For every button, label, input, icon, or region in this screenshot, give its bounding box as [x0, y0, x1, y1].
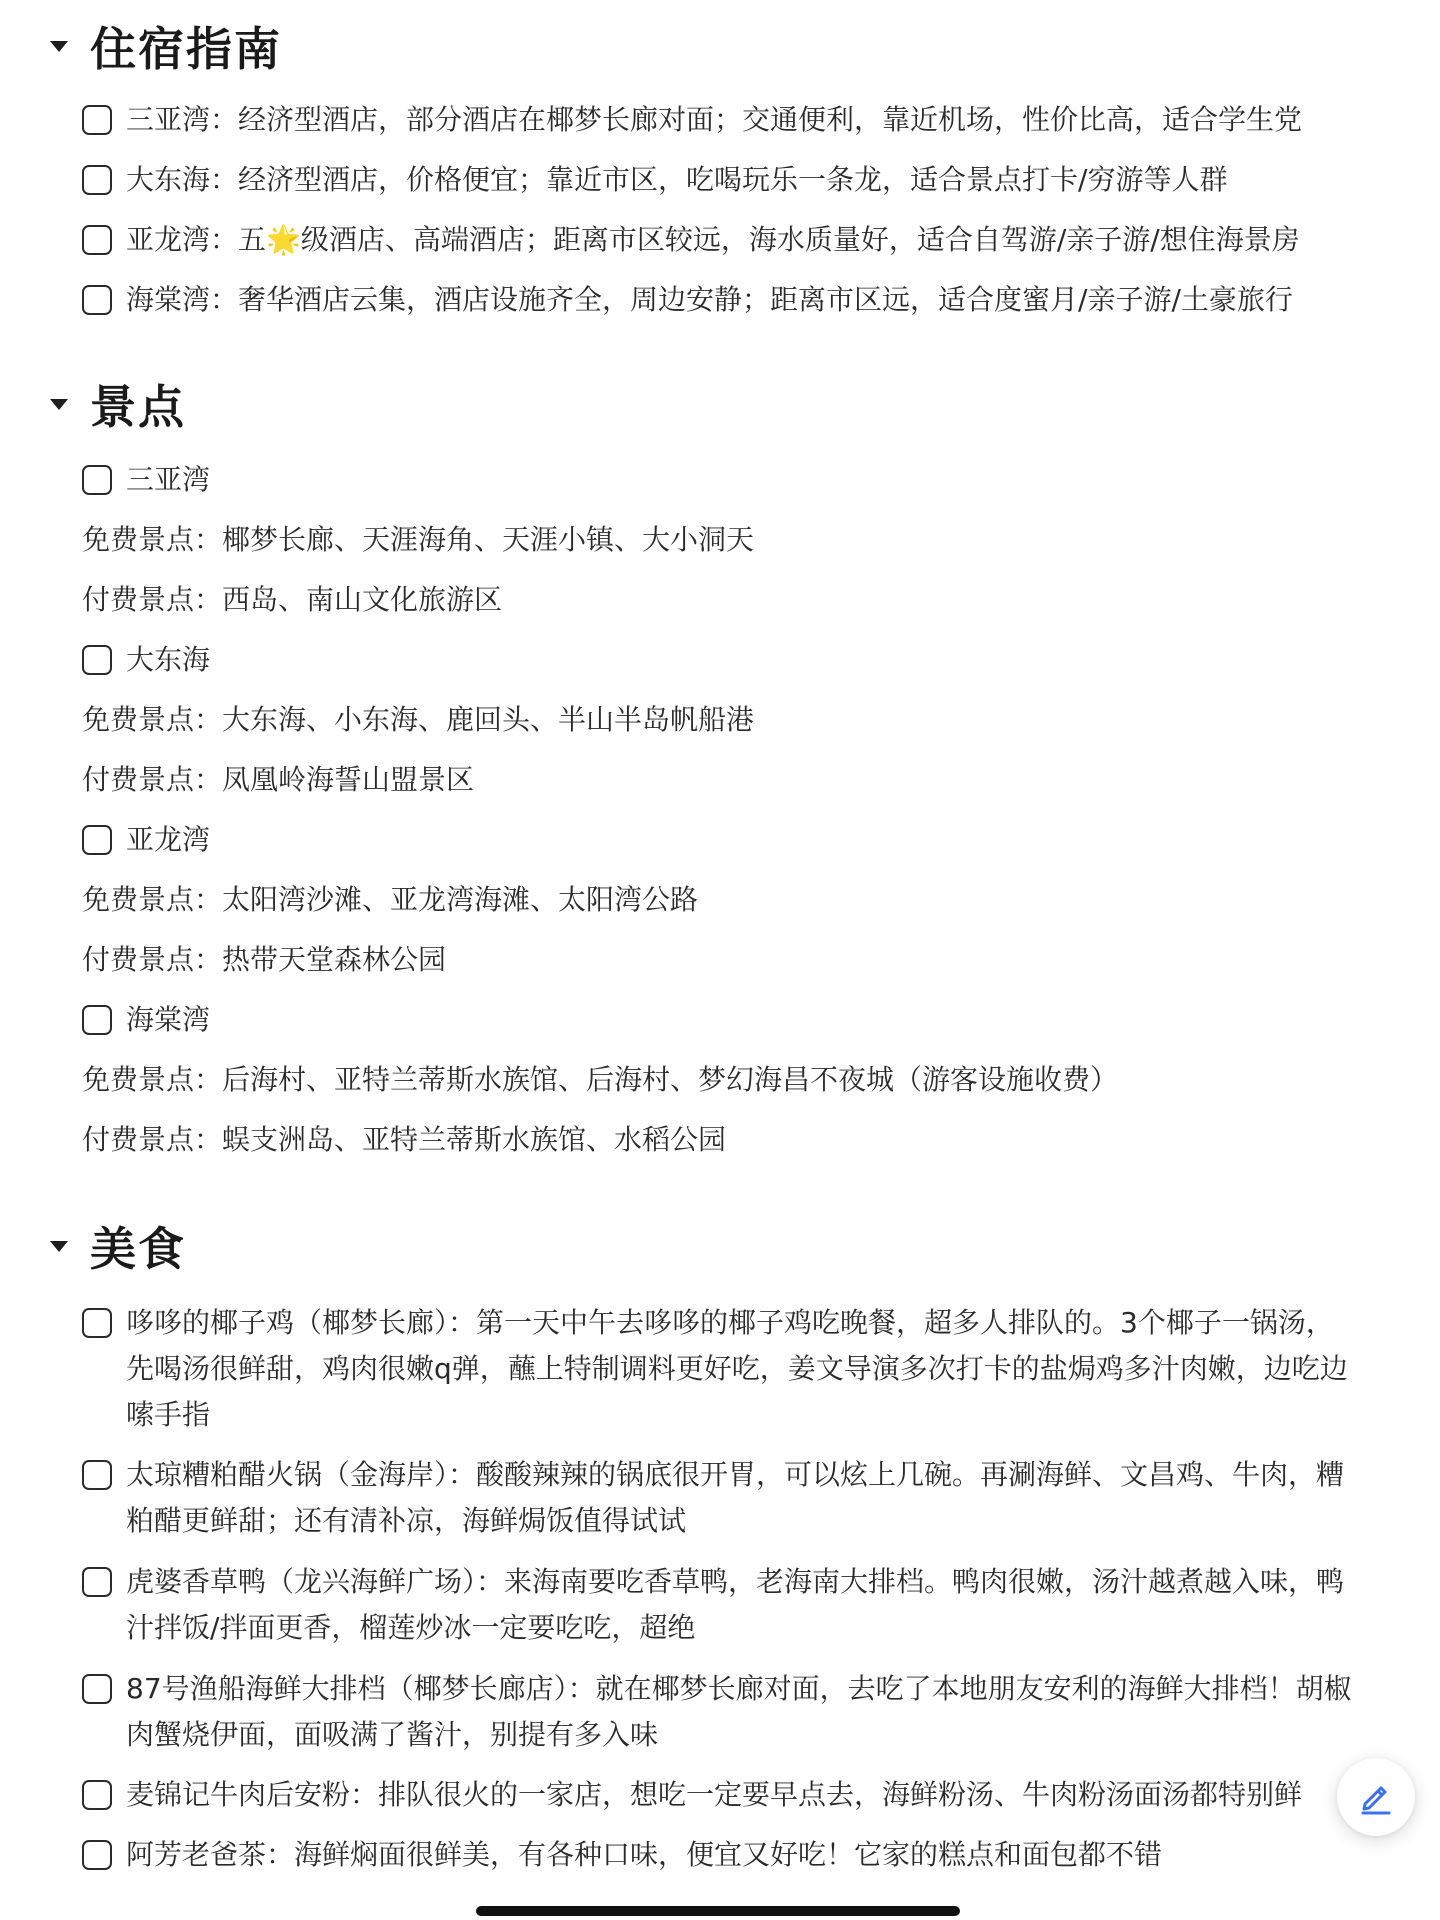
todo-item: [82, 97, 1352, 143]
collapse-toggle-icon[interactable]: [50, 399, 68, 410]
checkbox[interactable]: [82, 1308, 112, 1338]
checkbox[interactable]: [82, 105, 112, 135]
todo-text: 87号渔船海鲜大排档（椰梦长廊店）：就在椰梦长廊对面，去吃了本地朋友安利的海鲜大排档！胡椒肉蟹烧伊面，面吸满了酱汁，别提有多入味: [126, 1672, 1352, 1751]
todo-item: [82, 157, 1352, 203]
collapse-toggle-icon[interactable]: [50, 41, 68, 52]
section-title: 景点: [90, 380, 186, 434]
section-heading-food: [50, 1216, 186, 1276]
todo-text: 哆哆的椰子鸡（椰梦长廊）：第一天中午去哆哆的椰子鸡吃晚餐，超多人排队的。3个椰子一锅汤，先喝汤很鲜甜，鸡肉很嫩q弹，蘸上特制调料更好吃，姜文导演多次打卡的盐焗鸡多汁肉嫩，边吃边嗦手指: [126, 1306, 1348, 1431]
todo-text: 大东海: [126, 643, 211, 676]
checkbox[interactable]: [82, 1460, 112, 1490]
todo-item: [82, 277, 1352, 323]
paid-attractions-text: 付费景点：热带天堂森林公园: [82, 943, 447, 976]
free-attractions-text: 免费景点：椰梦长廊、天涯海角、天涯小镇、大小洞天: [82, 523, 755, 556]
checkbox[interactable]: [82, 1780, 112, 1810]
section-title: 住宿指南: [90, 22, 282, 76]
todo-text: 海棠湾：奢华酒店云集，酒店设施齐全，周边安静；距离市区远，适合度蜜月/亲子游/土豪旅行: [126, 283, 1293, 316]
todo-item: [82, 1559, 1352, 1651]
free-attractions-text: 免费景点：太阳湾沙滩、亚龙湾海滩、太阳湾公路: [82, 883, 699, 916]
checkbox[interactable]: [82, 285, 112, 315]
todo-text: 麦锦记牛肉后安粉：排队很火的一家店，想吃一定要早点去，海鲜粉汤、牛肉粉汤面汤都特别鲜: [126, 1778, 1303, 1811]
paid-attractions-text: 付费景点：蜈支洲岛、亚特兰蒂斯水族馆、水稻公园: [82, 1123, 727, 1156]
checkbox[interactable]: [82, 1567, 112, 1597]
pencil-icon: [1356, 1777, 1396, 1817]
checkbox[interactable]: [82, 1840, 112, 1870]
free-attractions-text: 免费景点：后海村、亚特兰蒂斯水族馆、后海村、梦幻海昌不夜城（游客设施收费）: [82, 1063, 1119, 1096]
free-attractions-text: 免费景点：大东海、小东海、鹿回头、半山半岛帆船港: [82, 703, 755, 736]
todo-item: [82, 1300, 1352, 1438]
todo-text: 虎婆香草鸭（龙兴海鲜广场）：来海南要吃香草鸭，老海南大排档。鸭肉很嫩，汤汁越煮越入味，鸭汁拌饭/拌面更香，榴莲炒冰一定要吃吃，超绝: [126, 1565, 1345, 1644]
todo-item: [82, 637, 1352, 683]
todo-text: 三亚湾：经济型酒店，部分酒店在椰梦长廊对面；交通便利，靠近机场，性价比高，适合学生党: [126, 103, 1303, 136]
todo-text: 亚龙湾：五🌟级酒店、高端酒店；距离市区较远，海水质量好，适合自驾游/亲子游/想住海景房: [126, 223, 1300, 256]
paid-attractions-text: 付费景点：凤凰岭海誓山盟景区: [82, 763, 475, 796]
todo-item: [82, 217, 1352, 263]
todo-text: 海棠湾: [126, 1003, 211, 1036]
todo-item: [82, 1452, 1352, 1544]
todo-text: 大东海：经济型酒店，价格便宜；靠近市区，吃喝玩乐一条龙，适合景点打卡/穷游等人群: [126, 163, 1228, 196]
checkbox[interactable]: [82, 645, 112, 675]
todo-item: [82, 457, 1352, 503]
checkbox[interactable]: [82, 225, 112, 255]
todo-text: 亚龙湾: [126, 823, 211, 856]
collapse-toggle-icon[interactable]: [50, 1241, 68, 1252]
home-indicator[interactable]: [476, 1906, 960, 1916]
section-heading-accommodation: [50, 16, 282, 76]
todo-item: [82, 1772, 1352, 1818]
todo-item: [82, 817, 1352, 863]
todo-text: 阿芳老爸茶：海鲜焖面很鲜美，有各种口味，便宜又好吃！它家的糕点和面包都不错: [126, 1838, 1163, 1871]
edit-button[interactable]: [1337, 1758, 1415, 1836]
checkbox[interactable]: [82, 165, 112, 195]
todo-text: 三亚湾: [126, 463, 211, 496]
paid-attractions-text: 付费景点：西岛、南山文化旅游区: [82, 583, 503, 616]
todo-item: [82, 1666, 1352, 1758]
todo-item: [82, 1832, 1352, 1878]
section-heading-attractions: [50, 374, 186, 434]
checkbox[interactable]: [82, 1674, 112, 1704]
checkbox[interactable]: [82, 825, 112, 855]
todo-text: 太琼糟粕醋火锅（金海岸）：酸酸辣辣的锅底很开胃，可以炫上几碗。再涮海鲜、文昌鸡、牛肉，糟粕醋更鲜甜；还有清补凉，海鲜焗饭值得试试: [126, 1458, 1345, 1537]
checkbox[interactable]: [82, 465, 112, 495]
checkbox[interactable]: [82, 1005, 112, 1035]
todo-item: [82, 997, 1352, 1043]
section-title: 美食: [90, 1222, 186, 1276]
